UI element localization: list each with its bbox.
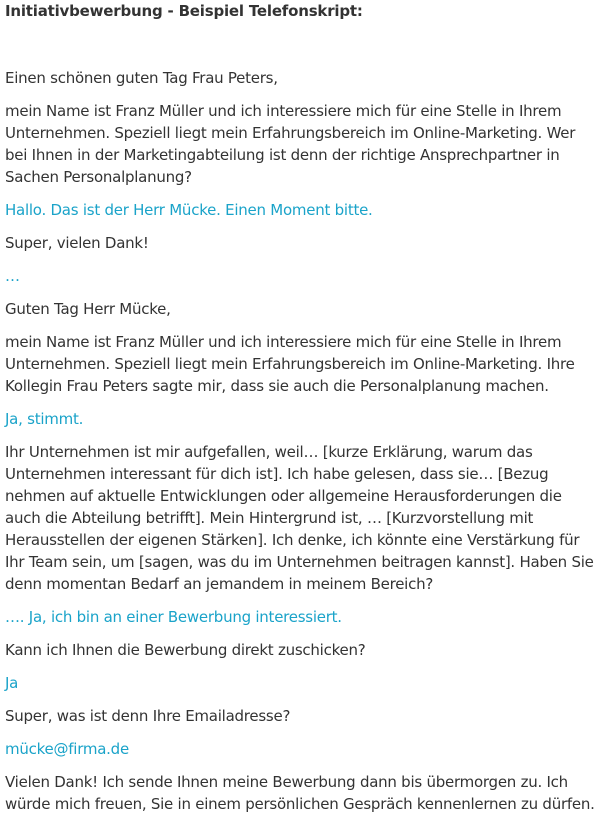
script-line-caller: Super, vielen Dank! bbox=[5, 234, 149, 252]
script-line-caller: Guten Tag Herr Mücke, bbox=[5, 300, 171, 318]
script-line-reply: Hallo. Das ist der Herr Mücke. Einen Moment bitte. bbox=[5, 201, 373, 219]
script-line-reply: …. Ja, ich bin an einer Bewerbung interessiert. bbox=[5, 608, 342, 626]
script-line-caller: Ihr Unternehmen ist mir aufgefallen, weil… [kurze Erklärung, warum das Unternehmen interessant für dich ist]. Ich habe gelesen, dass sie… [Bezug nehmen auf aktuelle Entwicklungen oder allgemeine Herausforderungen die auch die Abteilung betrifft]. Mein Hintergrund ist, … [Kurzvorstellung mit Herausstellen der eigenen Stärken]. Ich denke, ich könnte eine Verstärkung für Ihr Team sein, um [sagen, was du im Unternehmen beitragen kannst]. Haben Sie denn momentan Bedarf an jemandem in meinem Bereich? bbox=[5, 443, 594, 593]
script-line-caller: Einen schönen guten Tag Frau Peters, bbox=[5, 69, 278, 87]
script-line-caller: Vielen Dank! Ich sende Ihnen meine Bewerbung dann bis übermorgen zu. Ich würde mich freuen, Sie in einem persönlichen Gespräch kennenlernen zu dürfen. bbox=[5, 773, 595, 813]
script-line-caller: mein Name ist Franz Müller und ich interessiere mich für eine Stelle in Ihrem Unternehmen. Speziell liegt mein Erfahrungsbereich im Online-Marketing. Wer bei Ihnen in der Marketingabteilung ist denn der richtige Ansprechpartner in Sachen Personalplanung? bbox=[5, 102, 576, 186]
script-line-caller: mein Name ist Franz Müller und ich interessiere mich für eine Stelle in Ihrem Unternehmen. Speziell liegt mein Erfahrungsbereich im Online-Marketing. Ihre Kollegin Frau Peters sagte mir, dass sie auch die Personalplanung machen. bbox=[5, 333, 575, 395]
script-line-reply: mücke@firma.de bbox=[5, 740, 129, 758]
script-line-reply: Ja bbox=[5, 674, 19, 692]
phone-script bbox=[5, 67, 598, 815]
script-line-caller: Super, was ist denn Ihre Emailadresse? bbox=[5, 707, 291, 725]
script-line-reply: Ja, stimmt. bbox=[5, 410, 84, 428]
script-line-caller: Kann ich Ihnen die Bewerbung direkt zuschicken? bbox=[5, 641, 366, 659]
script-line-reply: … bbox=[5, 267, 20, 285]
document-title: Initiativbewerbung - Beispiel Telefonskript: bbox=[5, 2, 363, 20]
